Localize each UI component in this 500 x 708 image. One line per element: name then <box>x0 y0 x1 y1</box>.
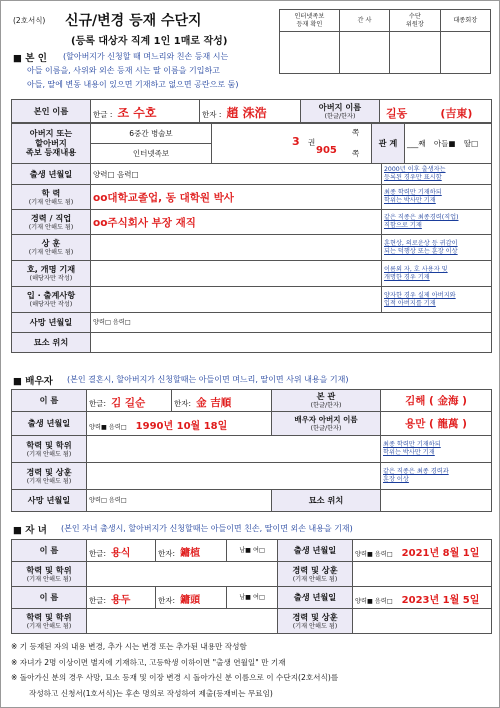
spouse-hangul-cell[interactable] <box>87 390 172 412</box>
footnote-2: ※ 자녀가 2명 이상이면 별지에 기재하고, 고등학생 이하이면 "출생 연월일" 만 기재 <box>11 657 286 667</box>
hanja-prefix: 한자: <box>158 596 176 605</box>
self-hanja-cell[interactable] <box>200 100 301 123</box>
child1-name-label: 이 름 <box>12 540 87 562</box>
child1-career-label: 경력 및 상훈 <box>292 564 338 575</box>
self-alias-value[interactable] <box>91 261 382 287</box>
self-edu-note: 최종 학력만 기재하되 학위는 박사만 기재 <box>382 185 492 210</box>
child1-birth-cell[interactable] <box>353 540 492 562</box>
table-row <box>12 313 492 333</box>
footnote-1: ※ 기 등재된 자의 내용 변경, 추가 시는 변경 또는 추가된 내용만 작성함 <box>11 642 247 651</box>
son-checkbox[interactable] <box>448 139 455 148</box>
spouse-father-value[interactable]: 용만 ( 龍萬 ) <box>381 412 492 436</box>
spouse-hanja-cell[interactable] <box>172 390 272 412</box>
spouse-clan-label-cell <box>272 390 381 412</box>
father-name-sub: (한글/한자) <box>324 112 356 120</box>
spouse-death-value[interactable]: 양력□ 음력□ <box>87 490 272 512</box>
spouse-career-label-cell <box>12 463 87 490</box>
record-page-unit-2: 쪽 <box>352 149 360 158</box>
table-row <box>12 287 492 313</box>
spouse-career-label: 경력 및 상훈 <box>26 466 72 477</box>
spouse-birth-calendar: 양력■ 음력□ <box>89 424 127 431</box>
self-adoption-sub: (해당자만 작성) <box>29 301 73 309</box>
self-grave-label: 묘소 위치 <box>12 333 91 353</box>
approval-sign-cell[interactable] <box>390 32 440 74</box>
child1-career-label-cell <box>278 562 353 587</box>
record-row1[interactable]: 6중간 병술보 <box>91 124 212 144</box>
spouse-career-sub: (기재 안해도 됨) <box>26 477 72 485</box>
spouse-father-label-cell <box>272 412 381 436</box>
relation-son: 아들 <box>433 139 449 148</box>
record-table <box>11 123 492 164</box>
child1-hanja-name: 鏞植 <box>180 548 201 559</box>
child1-birth-label: 출생 년월일 <box>278 540 353 562</box>
children-heading: ■ 자 녀 <box>13 525 47 536</box>
self-career-sub: (기재 안해도 됨) <box>28 223 74 231</box>
self-career-label: 경력 / 직업 <box>30 212 72 223</box>
self-edu-value[interactable]: oo대학교졸업, 동 대학원 박사 <box>91 185 382 210</box>
self-edu-label: 학 력 <box>41 187 61 198</box>
child2-birth-value: 2023년 1월 5일 <box>401 595 480 606</box>
child2-hangul-name: 용두 <box>111 595 131 606</box>
hangul-prefix: 한글 : <box>93 109 113 119</box>
father-name-label: 아버지 이름 <box>318 101 362 112</box>
self-death-label: 사망 년월일 <box>12 313 91 333</box>
self-grave-value[interactable] <box>91 333 492 353</box>
self-award-label-cell <box>12 235 91 261</box>
self-death-value[interactable]: 양력□ 음력□ <box>91 313 492 333</box>
footnotes <box>11 639 338 701</box>
record-volume-value: 3 <box>292 135 300 148</box>
table-row <box>12 463 492 490</box>
spouse-birth-value: 1990년 10월 18일 <box>135 421 228 432</box>
child1-hangul-cell[interactable] <box>87 540 156 562</box>
spouse-heading: ■ 배우자 <box>13 376 53 387</box>
spouse-father-sub: (한글/한자) <box>310 425 342 433</box>
spouse-hangul-name: 김 길순 <box>111 397 146 409</box>
child2-gender[interactable]: 남■ 여□ <box>227 587 278 609</box>
spouse-edu-note: 최종 학력만 기재하되 학위는 박사만 기재 <box>381 436 492 463</box>
spouse-note: (본인 결혼시, 할아버지가 신청할때는 아들이면 며느리, 딸이면 사위 내용을 기재) <box>67 375 349 384</box>
approval-chairman-label: 대종회장 <box>440 10 490 32</box>
self-name-table <box>11 99 492 123</box>
self-alias-sub: (해당자만 작성) <box>29 275 73 283</box>
self-note-line3: 아들, 딸에 변동 내용이 있으면 기재하고 없으면 공란으로 둠) <box>27 80 239 89</box>
child2-birth-calendar: 양력■ 음력□ <box>355 598 393 605</box>
relation-label: 관 계 <box>372 124 405 164</box>
footnote-4: 작성하고 신청서(1호서식)는 후손 명의로 작성하여 제출(등재비는 무료임) <box>29 688 273 698</box>
self-birth-note: 2000년 이후 출생자는 등록된 경우만 표시함 <box>382 164 492 185</box>
self-adoption-label: 입 · 출계사항 <box>26 290 76 301</box>
child2-hangul-cell[interactable] <box>87 587 156 609</box>
child1-career-value[interactable] <box>353 562 492 587</box>
approval-sign-cell[interactable] <box>440 32 490 74</box>
spouse-career-value[interactable] <box>87 463 381 490</box>
child2-name-label: 이 름 <box>12 587 87 609</box>
child1-birth-value: 2021년 8월 1일 <box>401 548 480 559</box>
relation-daughter: 딸 <box>463 139 472 148</box>
daughter-checkbox[interactable] <box>471 139 478 148</box>
self-hangul-cell[interactable] <box>91 100 200 123</box>
self-birth-label: 출생 년월일 <box>12 164 91 185</box>
table-row <box>12 210 492 235</box>
self-heading: ■ 본 인 <box>13 53 47 64</box>
table-row <box>12 333 492 353</box>
table-row <box>12 609 492 634</box>
father-name-cell[interactable] <box>380 100 492 123</box>
self-adoption-value[interactable] <box>91 287 382 313</box>
child1-hangul-name: 용식 <box>111 548 131 559</box>
form-number: (2호서식) <box>13 16 46 25</box>
self-edu-label-cell <box>12 185 91 210</box>
spouse-edu-sub: (기재 안해도 됨) <box>26 450 72 458</box>
approval-box <box>279 9 491 74</box>
child1-edu-label: 학력 및 학위 <box>26 564 72 575</box>
father-hanja: (吉東) <box>440 106 473 120</box>
approval-sign-cell[interactable] <box>280 32 340 74</box>
spouse-edu-label: 학력 및 학위 <box>26 439 72 450</box>
self-career-value[interactable]: oo주식회사 부장 재직 <box>91 210 382 235</box>
child2-career-label: 경력 및 상훈 <box>292 611 338 622</box>
self-award-label: 상 훈 <box>41 238 61 249</box>
self-hangul-name: 조 수호 <box>117 105 157 120</box>
child2-career-label-cell <box>278 609 353 634</box>
child2-career-sub: (기재 안해도 됨) <box>292 622 338 630</box>
table-row <box>12 164 492 185</box>
father-name-label-cell <box>301 100 380 123</box>
record-row2[interactable]: 인터넷족보 <box>91 144 212 164</box>
spouse-father-label: 배우자 아버지 이름 <box>294 415 358 425</box>
hanja-prefix: 한자: <box>158 549 176 558</box>
hangul-prefix: 한글: <box>89 399 107 408</box>
self-note-line2: 아들 이름을, 사위와 외손 등재 시는 딸 이름을 기입하고 <box>27 66 220 75</box>
spouse-table <box>11 389 492 512</box>
spouse-clan-value[interactable]: 김해 ( 金海 ) <box>381 390 492 412</box>
child1-edu-sub: (기재 안해도 됨) <box>26 575 72 583</box>
child2-hanja-name: 鏞頭 <box>180 595 201 606</box>
spouse-career-note: 같은 직종은 최종 경력과 훈장 이상 <box>381 463 492 490</box>
child1-edu-label-cell <box>12 562 87 587</box>
self-detail-table <box>11 163 492 353</box>
table-row <box>12 587 492 609</box>
record-volume-unit: 권 <box>308 138 316 147</box>
spouse-edu-value[interactable] <box>87 436 381 463</box>
table-row <box>12 412 492 436</box>
self-career-note: 같은 직종은 최종경력(직업) 직함으로 기재 <box>382 210 492 235</box>
relation-order: ___째 <box>407 139 426 148</box>
relation-cell[interactable] <box>405 124 492 164</box>
table-row <box>12 562 492 587</box>
approval-sign-cell[interactable] <box>339 32 389 74</box>
spouse-edu-label-cell <box>12 436 87 463</box>
self-award-sub: (기재 안해도 됨) <box>28 249 74 257</box>
child2-edu-label: 학력 및 학위 <box>26 611 72 622</box>
spouse-death-label: 사망 년월일 <box>12 490 87 512</box>
spouse-grave-label: 묘소 위치 <box>272 490 381 512</box>
children-table <box>11 539 492 634</box>
child2-birth-cell[interactable] <box>353 587 492 609</box>
self-award-note: 훈현상, 의로운상 등 귀감이 되는 덕행상 또는 훈장 이상 <box>382 235 492 261</box>
child1-edu-value[interactable] <box>87 562 278 587</box>
spouse-birth-label: 출생 년월일 <box>12 412 87 436</box>
spouse-name-label: 이 름 <box>12 390 87 412</box>
father-hangul: 길동 <box>386 106 408 120</box>
self-hanja-name: 趙 洙浩 <box>226 105 267 120</box>
child2-hanja-cell[interactable] <box>156 587 227 609</box>
table-row <box>12 261 492 287</box>
hanja-prefix: 한자 : <box>202 109 222 119</box>
self-note-line1: (할아버지가 신청할 때 며느리와 친손 등재 시는 <box>63 52 229 61</box>
child2-edu-value[interactable] <box>87 609 278 634</box>
hangul-prefix: 한글: <box>89 596 107 605</box>
table-row <box>12 390 492 412</box>
child2-career-value[interactable] <box>353 609 492 634</box>
record-label: 아버지 또는 할아버지 족보 등재내용 <box>12 124 91 164</box>
child2-edu-label-cell <box>12 609 87 634</box>
form-title: 신규/변경 등재 수단지 <box>65 13 202 29</box>
table-row <box>12 490 492 512</box>
table-row <box>12 185 492 210</box>
self-birth-value[interactable]: 양력□ 음력□ <box>91 164 382 185</box>
children-note: (본인 자녀 출생시, 할아버지가 신청할때는 아들이면 친손, 딸이면 외손 내용을 기재) <box>61 524 353 533</box>
table-row <box>12 235 492 261</box>
self-award-value[interactable] <box>91 235 382 261</box>
child2-edu-sub: (기재 안해도 됨) <box>26 622 72 630</box>
child1-hanja-cell[interactable] <box>156 540 227 562</box>
hangul-prefix: 한글: <box>89 549 107 558</box>
self-alias-label: 호, 개명 기재 <box>26 264 76 275</box>
hanja-prefix: 한자: <box>174 399 192 408</box>
self-alias-label-cell <box>12 261 91 287</box>
approval-secretary-label: 간 사 <box>339 10 389 32</box>
approval-internet-label: 인터넷족보 등재 확인 <box>280 10 340 32</box>
spouse-hanja-name: 金 吉順 <box>196 397 232 409</box>
self-alias-note: 이름외 자, 호 사용자 및 개명한 경우 기재 <box>382 261 492 287</box>
child1-birth-calendar: 양력■ 음력□ <box>355 551 393 558</box>
child1-career-sub: (기재 안해도 됨) <box>292 575 338 583</box>
self-career-label-cell <box>12 210 91 235</box>
spouse-grave-value[interactable] <box>381 490 492 512</box>
approval-committee-label: 수단 위원장 <box>390 10 440 32</box>
table-row <box>12 540 492 562</box>
record-page-value: 905 <box>316 145 337 156</box>
spouse-clan-sub: (한글/한자) <box>310 402 342 410</box>
footnote-3: ※ 돌아가신 분의 경우 사망, 묘소 등재 및 이장 변경 시 돌아가신 분 이름으로 이 수단지(2호서식)를 <box>11 673 339 682</box>
child2-birth-label: 출생 년월일 <box>278 587 353 609</box>
self-name-label: 본인 이름 <box>12 100 91 123</box>
table-row <box>12 436 492 463</box>
self-edu-sub: (기재 안해도 됨) <box>28 198 74 206</box>
spouse-birth-cell[interactable] <box>87 412 272 436</box>
form-subtitle: (등록 대상자 직계 1인 1매로 작성) <box>71 36 228 47</box>
record-page-unit-1: 쪽 <box>352 128 360 137</box>
spouse-clan-label: 본 관 <box>316 391 336 402</box>
record-volume-cell[interactable] <box>212 124 372 164</box>
self-adoption-label-cell <box>12 287 91 313</box>
self-adoption-note: 양자한 경우 실제 아버지와 입적 아버지를 기재 <box>382 287 492 313</box>
child1-gender[interactable]: 남■ 여□ <box>227 540 278 562</box>
